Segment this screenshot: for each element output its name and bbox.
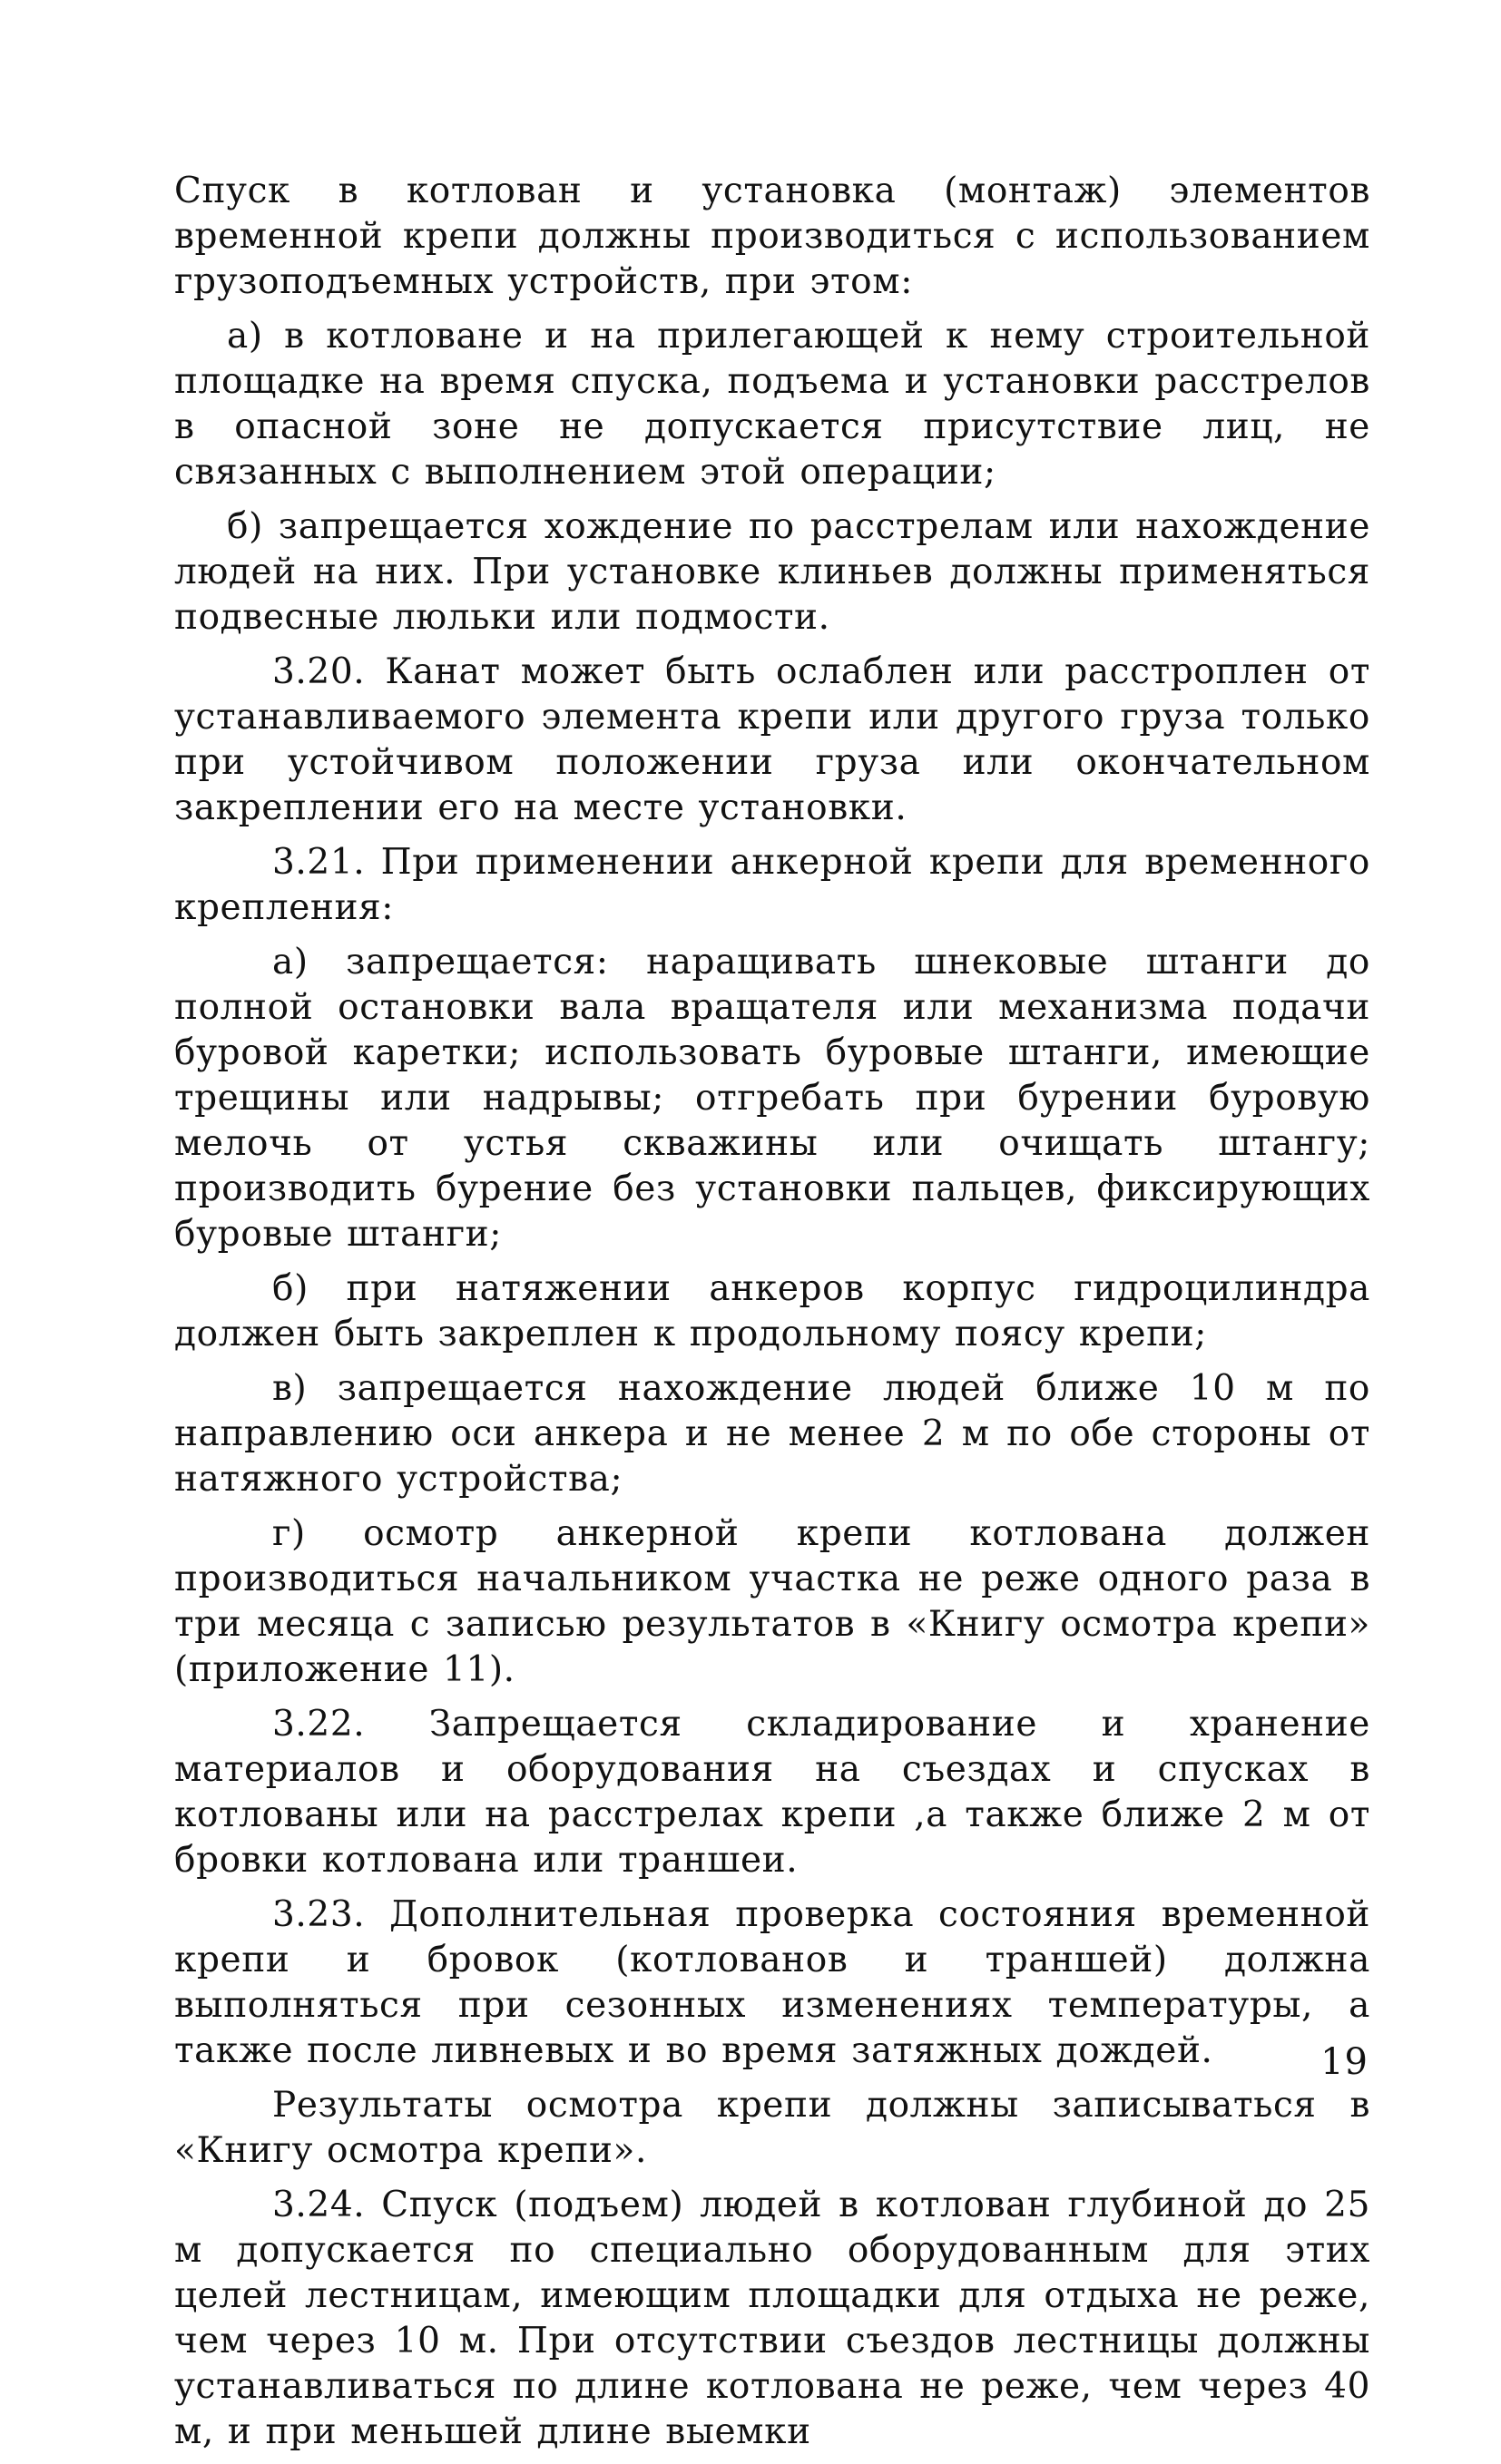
paragraph-3-23: 3.23. Дополнительная проверка состояния временной крепи и бровок (котлованов и траншей) должна выполняться при сезонных изменениях температуры, а также после ливневых и во время затяжных дождей. <box>174 1894 1370 2071</box>
paragraph-results: Результаты осмотра крепи должны записываться в «Книгу осмотра крепи». <box>174 2085 1370 2171</box>
paragraph-3-24: 3.24. Спуск (подъем) людей в котлован глубиной до 25 м допускается по специально оборудованным для этих целей лестницам, имеющим площадки для отдыха не реже, чем через 10 м. При отсутствии съездов лестницы должны устанавливаться по длине котлована не реже, чем через 40 м, и при меньшей длине выемки <box>174 2185 1370 2452</box>
paragraph-item-b: б) запрещается хождение по расстрелам или нахождение людей на них. При установке клиньев должны применяться подвесные люльки или подмости. <box>174 506 1370 638</box>
paragraph-item-a: а) в котловане и на прилегающей к нему строительной площадке на время спуска, подъема и установки расстрелов в опасной зоне не допускается присутствие лиц, не связанных с выполнением этой операции; <box>174 316 1370 493</box>
body-text <box>174 169 1370 2464</box>
paragraph-3-21: 3.21. При применении анкерной крепи для временного крепления: <box>174 842 1370 928</box>
page-number: 19 <box>1320 2041 1369 2083</box>
paragraph-3-21-a: а) запрещается: наращивать шнековые штанги до полной остановки вала вращателя или механизма подачи буровой каретки; использовать буровые штанги, имеющие трещины или надрывы; отгребать при бурении буровую мелочь от устья скважины или очищать штангу; производить бурение без установки пальцев, фиксирующих буровые штанги; <box>174 942 1370 1255</box>
paragraph-3-20: 3.20. Канат может быть ослаблен или расстроплен от устанавливаемого элемента крепи или другого груза только при устойчивом положении груза или окончательном закреплении его на месте установки. <box>174 651 1370 828</box>
paragraph-3-22: 3.22. Запрещается складирование и хранение материалов и оборудования на съездах и спусках в котлованы или на расстрелах крепи ,а также ближе 2 м от бровки котлована или траншеи. <box>174 1704 1370 1881</box>
paragraph-intro: Спуск в котлован и установка (монтаж) элементов временной крепи должны производиться с использованием грузоподъемных устройств, при этом: <box>174 171 1370 302</box>
paragraph-3-21-c: в) запрещается нахождение людей ближе 10 м по направлению оси анкера и не менее 2 м по обе стороны от натяжного устройства; <box>174 1368 1370 1500</box>
paragraph-3-21-b: б) при натяжении анкеров корпус гидроцилиндра должен быть закреплен к продольному поясу крепи; <box>174 1268 1370 1354</box>
paragraph-3-21-d: г) осмотр анкерной крепи котлована должен производиться начальником участка не реже одного раза в три месяца с записью результатов в «Книгу осмотра крепи» (приложение 11). <box>174 1513 1370 1690</box>
